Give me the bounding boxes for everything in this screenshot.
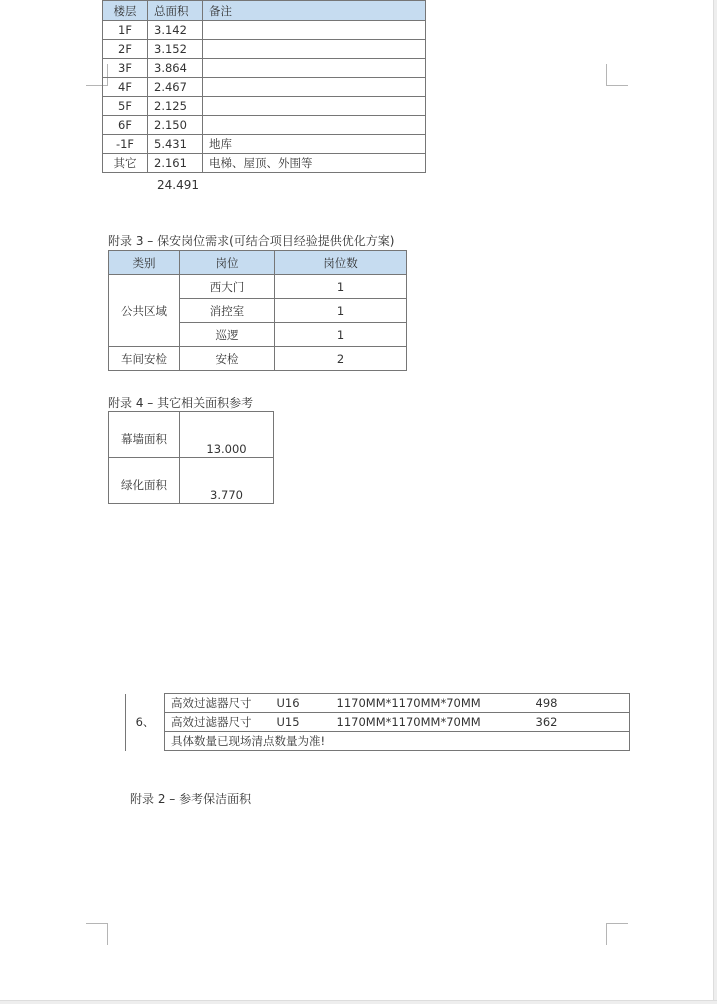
area-cell: 5.431 xyxy=(148,135,203,154)
item-index-cell: 6、 xyxy=(126,694,165,751)
column-header-total-area: 总面积 xyxy=(148,1,203,21)
filter-quantity-cell: 362 xyxy=(530,713,630,732)
post-cell: 消控室 xyxy=(180,299,275,323)
appendix-3-title: 附录 3 – 保安岗位需求(可结合项目经验提供优化方案) xyxy=(108,234,395,248)
post-cell: 巡逻 xyxy=(180,323,275,347)
table-row xyxy=(103,78,426,97)
page-edge-bottom xyxy=(0,1000,717,1004)
table-row xyxy=(126,732,630,751)
table-row xyxy=(103,154,426,173)
table-row xyxy=(109,412,274,458)
remark-cell xyxy=(203,21,426,40)
security-post-table xyxy=(108,250,407,371)
table-row xyxy=(103,21,426,40)
area-cell: 2.467 xyxy=(148,78,203,97)
category-cell-public-area: 公共区域 xyxy=(109,275,180,347)
filter-grade-cell: U15 xyxy=(271,713,331,732)
table-header-row xyxy=(103,1,426,21)
crop-mark-bottom-left xyxy=(86,923,108,945)
area-cell: 3.152 xyxy=(148,40,203,59)
appendix-4-title: 附录 4 – 其它相关面积参考 xyxy=(108,396,254,410)
table-row xyxy=(103,116,426,135)
table-row xyxy=(109,275,407,299)
column-header-category: 类别 xyxy=(109,251,180,275)
area-value-cell: 3.770 xyxy=(180,458,274,504)
filter-name-cell: 高效过滤器尺寸 xyxy=(165,694,271,713)
floor-cell: 2F xyxy=(103,40,148,59)
remark-cell xyxy=(203,40,426,59)
remark-cell xyxy=(203,59,426,78)
crop-mark-top-right xyxy=(606,64,628,86)
floor-cell: 1F xyxy=(103,21,148,40)
post-count-cell: 1 xyxy=(275,275,407,299)
area-cell: 2.150 xyxy=(148,116,203,135)
floor-cell: 4F xyxy=(103,78,148,97)
table-row xyxy=(103,135,426,154)
area-value-cell: 13.000 xyxy=(180,412,274,458)
remark-cell xyxy=(203,97,426,116)
column-header-post-count: 岗位数 xyxy=(275,251,407,275)
other-area-table xyxy=(108,411,274,504)
table-row xyxy=(126,713,630,732)
filter-name-cell: 高效过滤器尺寸 xyxy=(165,713,271,732)
table-row xyxy=(103,97,426,116)
floor-cell: -1F xyxy=(103,135,148,154)
area-cell: 3.864 xyxy=(148,59,203,78)
column-header-remark: 备注 xyxy=(203,1,426,21)
table-row xyxy=(109,347,407,371)
filter-grade-cell: U16 xyxy=(271,694,331,713)
area-cell: 2.125 xyxy=(148,97,203,116)
table-row xyxy=(109,458,274,504)
table-row xyxy=(126,694,630,713)
floor-cell: 3F xyxy=(103,59,148,78)
table-row xyxy=(103,40,426,59)
filter-size-cell: 1170MM*1170MM*70MM xyxy=(331,694,530,713)
remark-cell: 电梯、屋顶、外围等 xyxy=(203,154,426,173)
filter-table xyxy=(125,693,630,751)
post-count-cell: 2 xyxy=(275,347,407,371)
post-count-cell: 1 xyxy=(275,323,407,347)
area-type-cell: 幕墙面积 xyxy=(109,412,180,458)
category-cell-workshop-check: 车间安检 xyxy=(109,347,180,371)
floor-cell: 5F xyxy=(103,97,148,116)
filter-size-cell: 1170MM*1170MM*70MM xyxy=(331,713,530,732)
floor-cell: 6F xyxy=(103,116,148,135)
table-header-row xyxy=(109,251,407,275)
post-cell: 安检 xyxy=(180,347,275,371)
post-cell: 西大门 xyxy=(180,275,275,299)
remark-cell: 地库 xyxy=(203,135,426,154)
floor-area-total: 24.491 xyxy=(157,178,199,192)
filter-quantity-cell: 498 xyxy=(530,694,630,713)
post-count-cell: 1 xyxy=(275,299,407,323)
area-cell: 2.161 xyxy=(148,154,203,173)
area-cell: 3.142 xyxy=(148,21,203,40)
area-type-cell: 绿化面积 xyxy=(109,458,180,504)
column-header-post: 岗位 xyxy=(180,251,275,275)
remark-cell xyxy=(203,78,426,97)
floor-area-table xyxy=(102,0,426,173)
floor-cell: 其它 xyxy=(103,154,148,173)
appendix-2-title: 附录 2 – 参考保洁面积 xyxy=(130,792,252,806)
crop-mark-bottom-right xyxy=(606,923,628,945)
page-edge-right xyxy=(713,0,717,1004)
remark-cell xyxy=(203,116,426,135)
table-row xyxy=(103,59,426,78)
filter-note-cell: 具体数量已现场清点数量为准! xyxy=(165,732,630,751)
column-header-floor: 楼层 xyxy=(103,1,148,21)
